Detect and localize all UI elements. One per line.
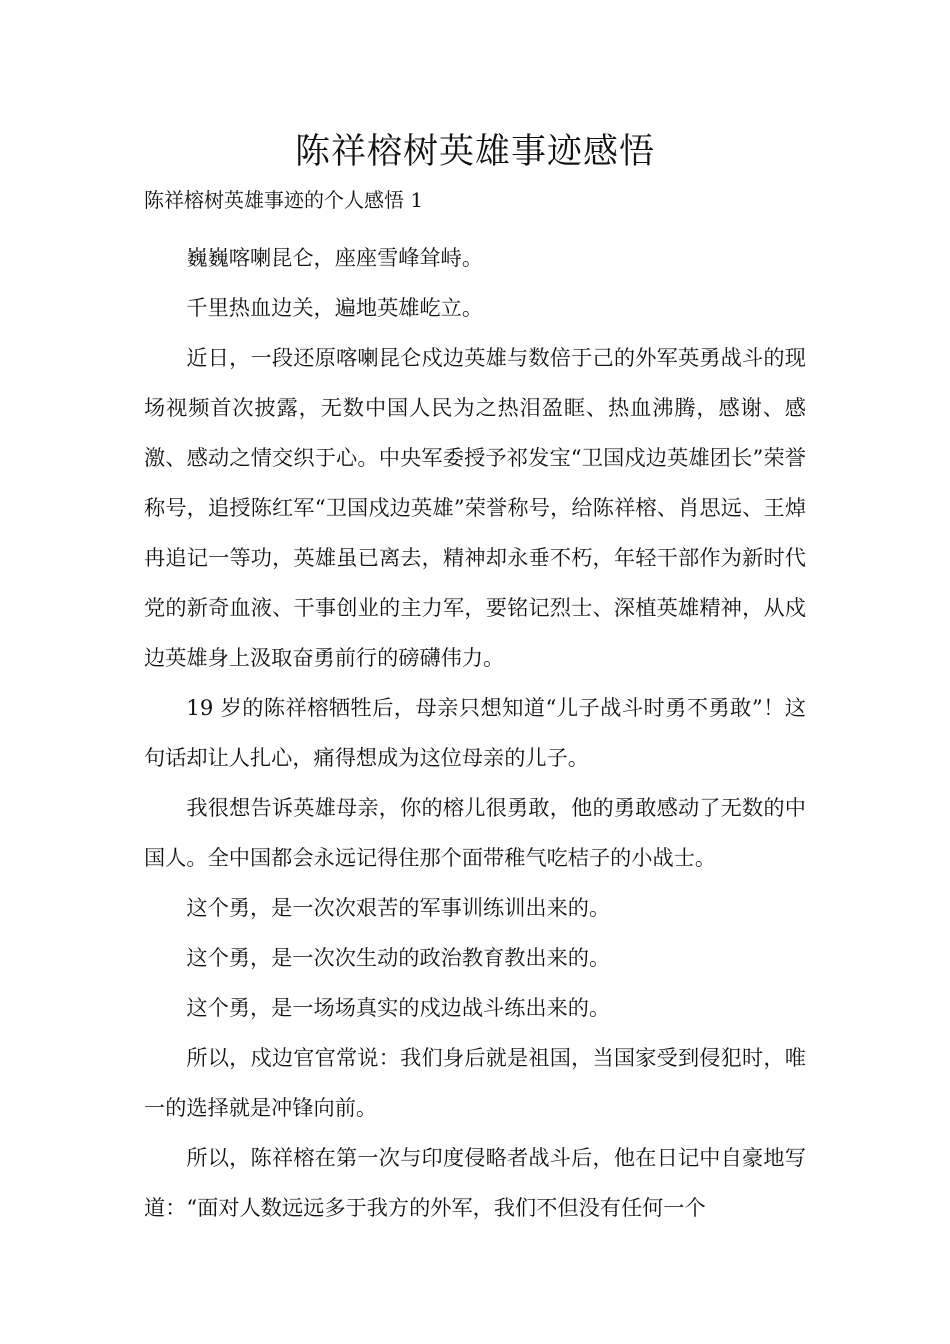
paragraph: 这个勇，是一次次生动的政治教育教出来的。 <box>186 945 611 970</box>
paragraph: 巍巍喀喇昆仑，座座雪峰耸峙。 <box>186 245 484 270</box>
paragraph: 近日，一段还原喀喇昆仑戍边英雄与数倍于己的外军英勇战斗的现场视频首次披露，无数中国人民为之热泪盈眶、热血沸腾，感谢、感激、感动之情交织于心。中央军委授予祁发宝“卫国戍边英雄团长”荣誉称号，追授陈红军“卫国戍边英雄”荣誉称号，给陈祥榕、肖思远、王焯冉追记一等功，英雄虽已离去，精神却永垂不朽，年轻干部作为新时代党的新奇血液、干事创业的主力军，要铭记烈士、深植英雄精神，从戍边英雄身上汲取奋勇前行的磅礴伟力。 <box>144 345 806 670</box>
paragraph: 这个勇，是一次次艰苦的军事训练训出来的。 <box>186 895 611 920</box>
paragraph: 我很想告诉英雄母亲，你的榕儿很勇敢，他的勇敢感动了无数的中国人。全中国都会永远记得住那个面带稚气吃桔子的小战士。 <box>144 795 806 870</box>
paragraph: 千里热血边关，遍地英雄屹立。 <box>186 295 484 320</box>
document-subtitle: 陈祥榕树英雄事迹的个人感悟 1 <box>144 188 424 212</box>
document-title: 陈祥榕树英雄事迹感悟 <box>294 132 655 172</box>
paragraph: 19 岁的陈祥榕牺牲后，母亲只想知道“儿子战斗时勇不勇敢”！这句话却让人扎心，痛得想成为这位母亲的儿子。 <box>144 695 806 770</box>
document-body <box>144 233 806 1233</box>
paragraph: 这个勇，是一场场真实的戍边战斗练出来的。 <box>186 995 611 1020</box>
paragraph: 所以，戍边官官常说：我们身后就是祖国，当国家受到侵犯时，唯一的选择就是冲锋向前。 <box>144 1045 806 1120</box>
paragraph: 所以，陈祥榕在第一次与印度侵略者战斗后，他在日记中自豪地写道：“面对人数远远多于我方的外军，我们不但没有任何一个 <box>144 1145 806 1220</box>
